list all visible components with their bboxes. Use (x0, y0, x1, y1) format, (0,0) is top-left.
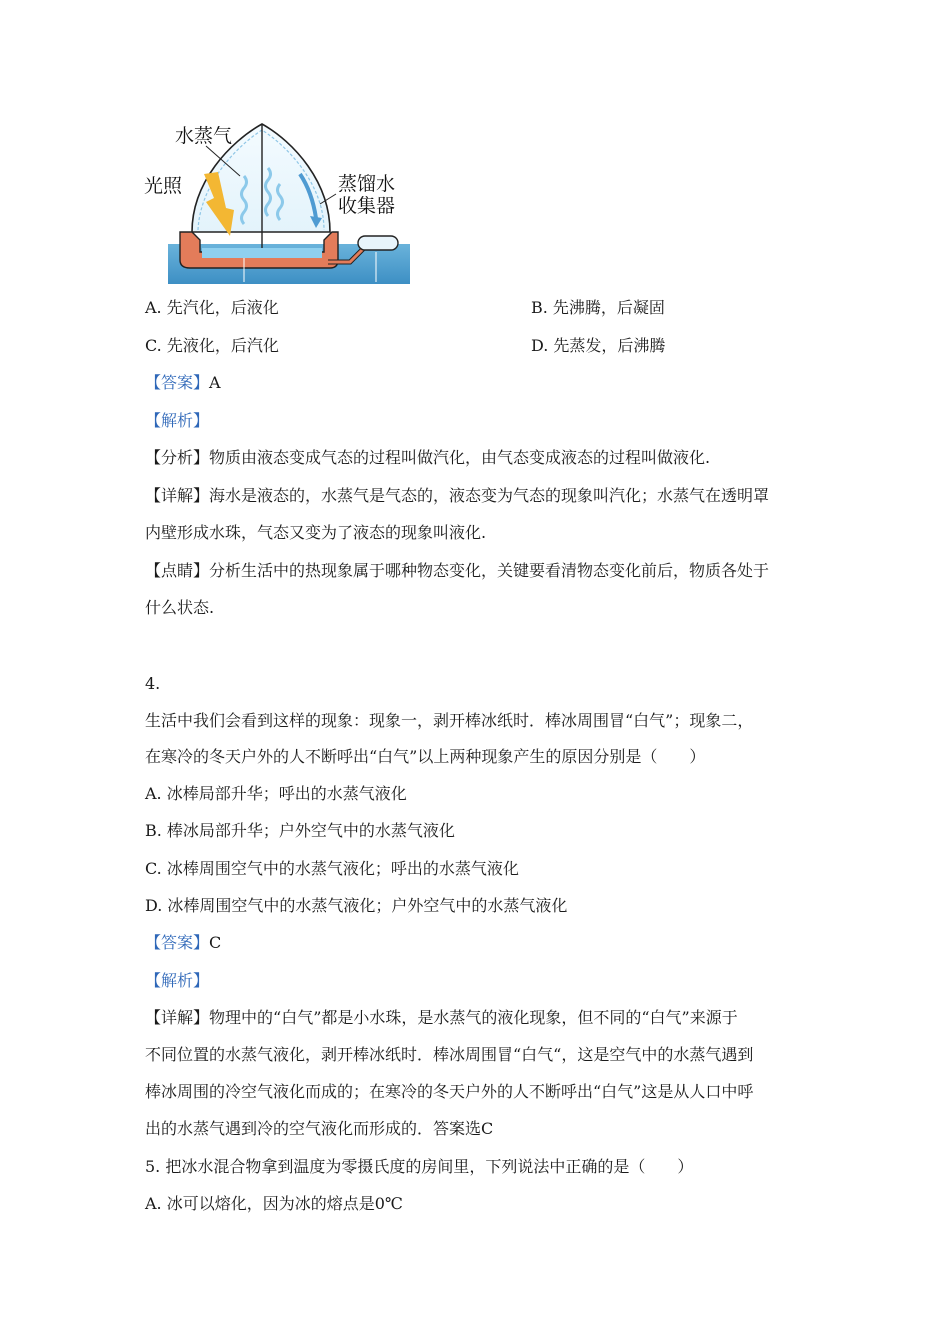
q4-stem-1: 生活中我们会看到这样的现象：现象一，剥开棒冰纸时．棒冰周围冒“白气”；现象二， (145, 711, 754, 730)
xiangjie-text: 海水是液态的，水蒸气是气态的，液态变为气态的现象叫汽化；水蒸气在透明罩 (209, 486, 770, 505)
q3-option-c: C. 先液化，后汽化 (145, 336, 279, 355)
q4-xiangjie-1 (145, 1008, 738, 1028)
q4-option-a: A. 冰棒局部升华；呼出的水蒸气液化 (145, 784, 407, 803)
label-collector-1: 蒸馏水 (338, 173, 396, 195)
q3-xiangjie-2: 内壁形成水珠，气态又变为了液态的现象叫液化. (145, 523, 487, 542)
dianjing-text: 分析生活中的热现象属于哪种物态变化，关键要看清物态变化前后，物质各处于 (209, 561, 770, 580)
label-collector-2: 收集器 (338, 195, 396, 217)
q4-analysis-tag: 【解析】 (145, 971, 210, 990)
xiangjie-text: 物理中的“白气”都是小水珠，是水蒸气的液化现象，但不同的“白气”来源于 (209, 1008, 738, 1027)
label-water-vapor: 水蒸气 (175, 125, 233, 147)
q3-fenxi (145, 448, 710, 468)
q3-dianjing-1 (145, 561, 769, 581)
q4-number: 4. (145, 674, 161, 693)
label-sunlight: 光照 (144, 175, 183, 197)
q4-stem-2: 在寒冷的冬天户外的人不断呼出“白气”以上两种现象产生的原因分别是（ ） (145, 747, 706, 766)
q3-option-a: A. 先汽化，后液化 (145, 298, 279, 317)
answer-value: C (209, 933, 222, 952)
q4-option-d: D. 冰棒周围空气中的水蒸气液化；户外空气中的水蒸气液化 (145, 896, 568, 915)
collector-tube (358, 236, 398, 250)
q4-xiangjie-4: 出的水蒸气遇到冷的空气液化而形成的．答案选C (145, 1119, 494, 1138)
answer-value: A (209, 373, 221, 392)
q4-answer (145, 933, 221, 953)
q4-option-c: C. 冰棒周围空气中的水蒸气液化；呼出的水蒸气液化 (145, 859, 519, 878)
xiangjie-tag: 【详解】 (145, 486, 210, 505)
q3-xiangjie-1 (145, 486, 769, 506)
answer-tag: 【答案】 (145, 373, 210, 392)
answer-tag: 【答案】 (145, 933, 210, 952)
solar-still-figure (140, 112, 410, 284)
q5-option-a: A. 冰可以熔化，因为冰的熔点是0℃ (145, 1194, 403, 1213)
dianjing-tag: 【点睛】 (145, 561, 210, 580)
fenxi-tag: 【分析】 (145, 448, 210, 467)
fenxi-text: 物质由液态变成气态的过程叫做汽化，由气态变成液态的过程叫做液化. (209, 448, 711, 467)
q3-dianjing-2: 什么状态. (145, 598, 215, 617)
q3-option-b: B. 先沸腾，后凝固 (531, 298, 665, 317)
xiangjie-tag: 【详解】 (145, 1008, 210, 1027)
q3-analysis-tag: 【解析】 (145, 411, 210, 430)
q4-xiangjie-3: 棒冰周围的冷空气液化而成的；在寒冷的冬天户外的人不断呼出“白气”这是从人口中呼 (145, 1082, 754, 1101)
q5-stem: 5. 把冰水混合物拿到温度为零摄氏度的房间里，下列说法中正确的是（ ） (145, 1157, 694, 1176)
q4-xiangjie-2: 不同位置的水蒸气液化，剥开棒冰纸时．棒冰周围冒“白气“，这是空气中的水蒸气遇到 (145, 1045, 754, 1064)
q4-option-b: B. 棒冰局部升华；户外空气中的水蒸气液化 (145, 821, 455, 840)
q3-answer (145, 373, 221, 393)
q3-option-d: D. 先蒸发，后沸腾 (531, 336, 666, 355)
